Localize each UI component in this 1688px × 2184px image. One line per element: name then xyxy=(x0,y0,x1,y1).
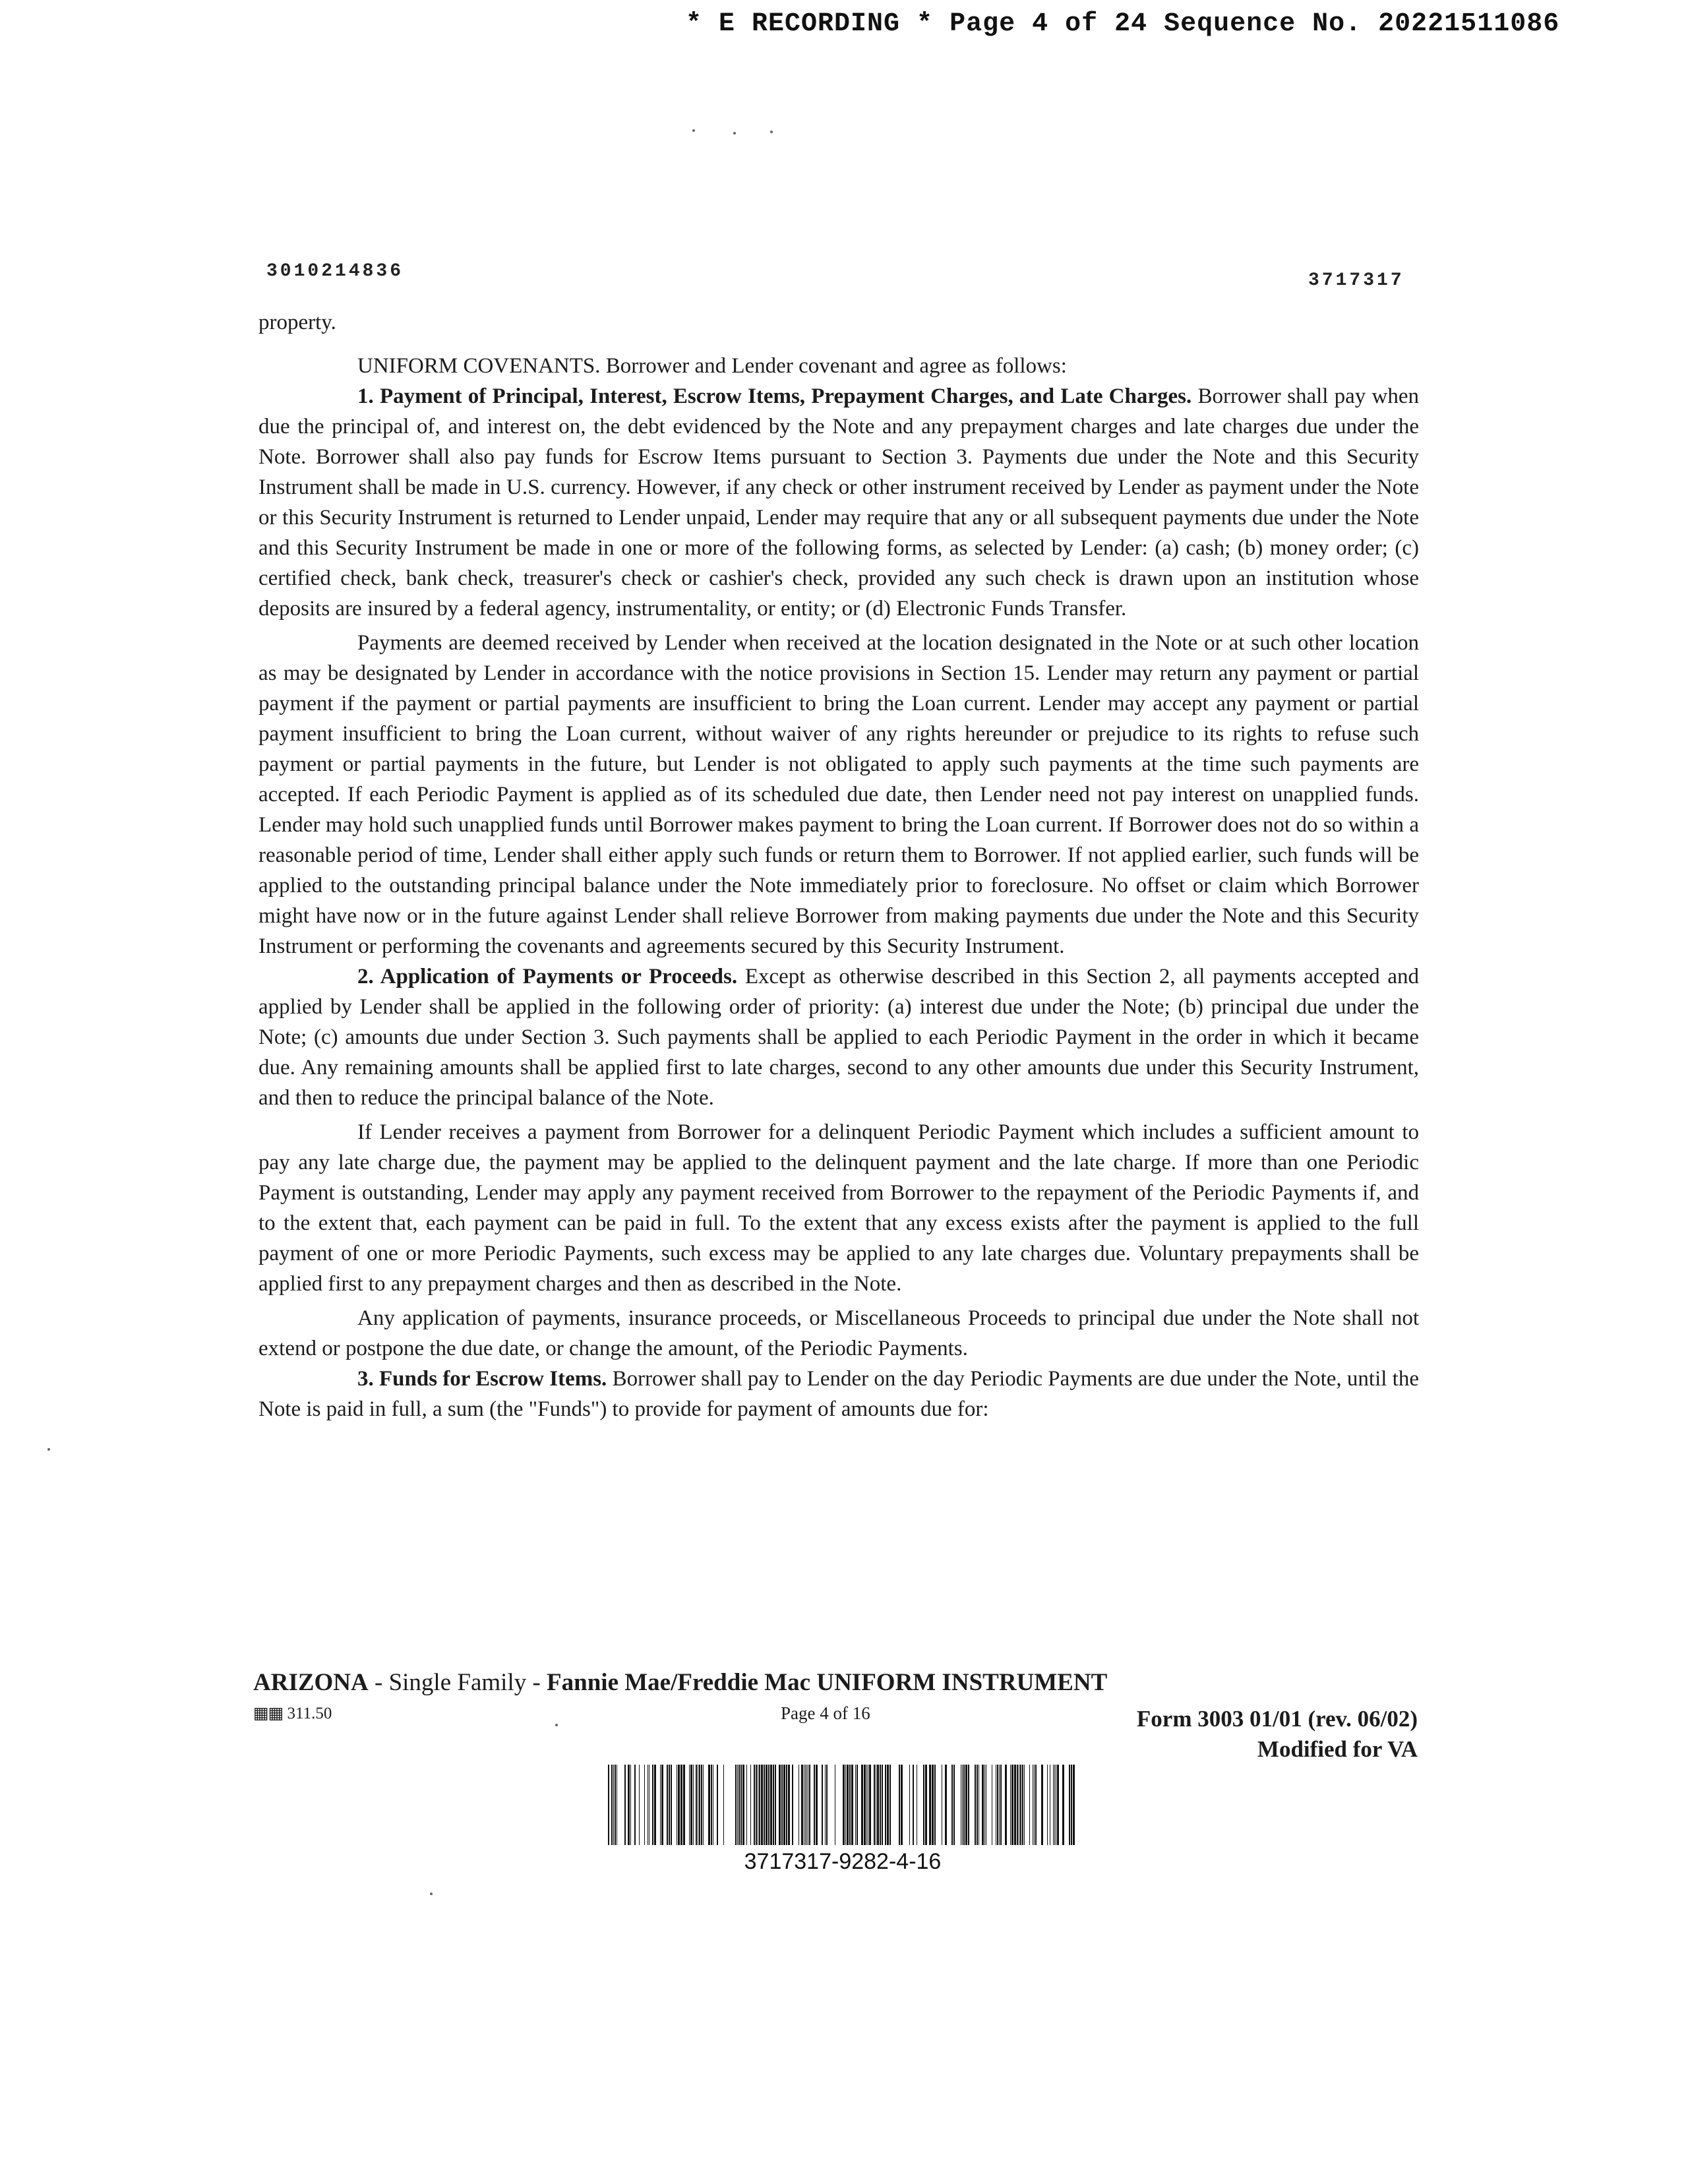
section-2 xyxy=(258,961,1419,1113)
section-1 xyxy=(258,381,1419,624)
section-1-text: Borrower shall pay when due the principal of, and interest on, the debt evidenced by the Note and any prepayment charges and late charges due under the Note. Borrower shall also pay funds for Escrow Items pursuant to Section 3. Payments due under the Note and this Security Instrument shall be made in U.S. currency. However, if any check or other instrument received by Lender as payment under the Note or this Security Instrument is returned to Lender unpaid, Lender may require that any or all subsequent payments due under the Note and this Security Instrument be made in one or more of the following forms, as selected by Lender: (a) cash; (b) money order; (c) certified check, bank check, treasurer's check or cashier's check, provided any such check is drawn upon an institution whose deposits are insured by a federal agency, instrumentality, or entity; or (d) Electronic Funds Transfer. xyxy=(258,384,1419,621)
recording-header: * E RECORDING * Page 4 of 24 Sequence No. 20221511086 xyxy=(686,9,1560,39)
form-family: - Single Family - xyxy=(368,1669,547,1696)
form-code: ▦▦ 311.50 xyxy=(253,1705,332,1722)
barcode xyxy=(608,1765,1077,1845)
form-footer xyxy=(253,1668,1424,1762)
scan-speck xyxy=(430,1893,433,1895)
section-3 xyxy=(258,1364,1419,1424)
document-body xyxy=(258,307,1419,1424)
section-3-heading: 3. Funds for Escrow Items. xyxy=(357,1367,607,1391)
form-number: Form 3003 01/01 (rev. 06/02) xyxy=(1136,1706,1418,1732)
section-3-text: Borrower shall pay to Lender on the day Periodic Payments are due under the Note, until the Note is paid in full, a sum (the "Funds") to provide for payment of amounts due for: xyxy=(258,1367,1420,1421)
loan-number: 3010214836 xyxy=(266,261,404,282)
document-number: 3717317 xyxy=(1308,270,1404,291)
form-info-row xyxy=(253,1703,1424,1762)
scan-speck xyxy=(733,132,736,135)
paragraph-application: Any application of payments, insurance proceeds, or Miscellaneous Proceeds to principal due under the Note shall not extend or postpone the due date, or change the amount, of the Periodic Payments. xyxy=(258,1306,1419,1360)
form-instrument: Fannie Mae/Freddie Mac UNIFORM INSTRUMENT xyxy=(547,1669,1108,1696)
section-1-heading: 1. Payment of Principal, Interest, Escrow Items, Prepayment Charges, and Late Charges. xyxy=(357,384,1192,408)
scan-speck xyxy=(770,131,773,133)
form-page-number: Page 4 of 16 xyxy=(781,1703,870,1723)
continued-text: property. xyxy=(258,311,336,334)
paragraph-delinquent-payment: If Lender receives a payment from Borrower for a delinquent Periodic Payment which includes a sufficient amount to pay any late charge due, the payment may be applied to the delinquent payment and the late charge. If more than one Periodic Payment is outstanding, Lender may apply any payment received from Borrower to the repayment of the Periodic Payments if, and to the extent that, each payment can be paid in full. To the extent that any excess exists after the payment is applied to the full payment of one or more Periodic Payments, such excess may be applied to any late charges due. Voluntary prepayments shall be applied first to any prepayment charges and then as described in the Note. xyxy=(258,1120,1419,1296)
uniform-covenants-intro: UNIFORM COVENANTS. Borrower and Lender covenant and agree as follows: xyxy=(357,354,1067,378)
form-modified: Modified for VA xyxy=(1257,1736,1418,1762)
form-logo-icon: ▦▦ xyxy=(253,1705,284,1722)
barcode-label: 3717317-9282-4-16 xyxy=(744,1849,942,1874)
paragraph-payments-received: Payments are deemed received by Lender when received at the location designated in the Note or at such other location as may be designated by Lender in accordance with the notice provisions in Section 15. Lender may return any payment or partial payment if the payment or partial payments are insufficient to bring the Loan current. Lender may accept any payment or partial payment insufficient to bring the Loan current, without waiver of any rights hereunder or prejudice to its rights to refuse such payment or partial payments in the future, but Lender is not obligated to apply such payments at the time such payments are accepted. If each Periodic Payment is applied as of its scheduled due date, then Lender need not pay interest on unapplied funds. Lender may hold such unapplied funds until Borrower makes payment to bring the Loan current. If Borrower does not do so within a reasonable period of time, Lender shall either apply such funds or return them to Borrower. If not applied earlier, such funds will be applied to the outstanding principal balance under the Note immediately prior to foreclosure. No offset or claim which Borrower might have now or in the future against Lender shall relieve Borrower from making payments due under the Note and this Security Instrument or performing the covenants and agreements secured by this Security Instrument. xyxy=(258,631,1419,958)
scan-speck xyxy=(47,1448,50,1451)
section-2-text: Except as otherwise described in this Section 2, all payments accepted and applied by Lender shall be applied in the following order of priority: (a) interest due under the Note; (b) principal due under the Note; (c) amounts due under Section 3. Such payments shall be applied to each Periodic Payment in the order in which it became due. Any remaining amounts shall be applied first to late charges, second to any other amounts due under this Security Instrument, and then to reduce the principal balance of the Note. xyxy=(258,965,1420,1110)
scan-speck xyxy=(692,129,695,132)
form-title xyxy=(253,1668,1424,1697)
section-2-heading: 2. Application of Payments or Proceeds. xyxy=(357,965,738,988)
form-state: ARIZONA xyxy=(253,1669,369,1696)
